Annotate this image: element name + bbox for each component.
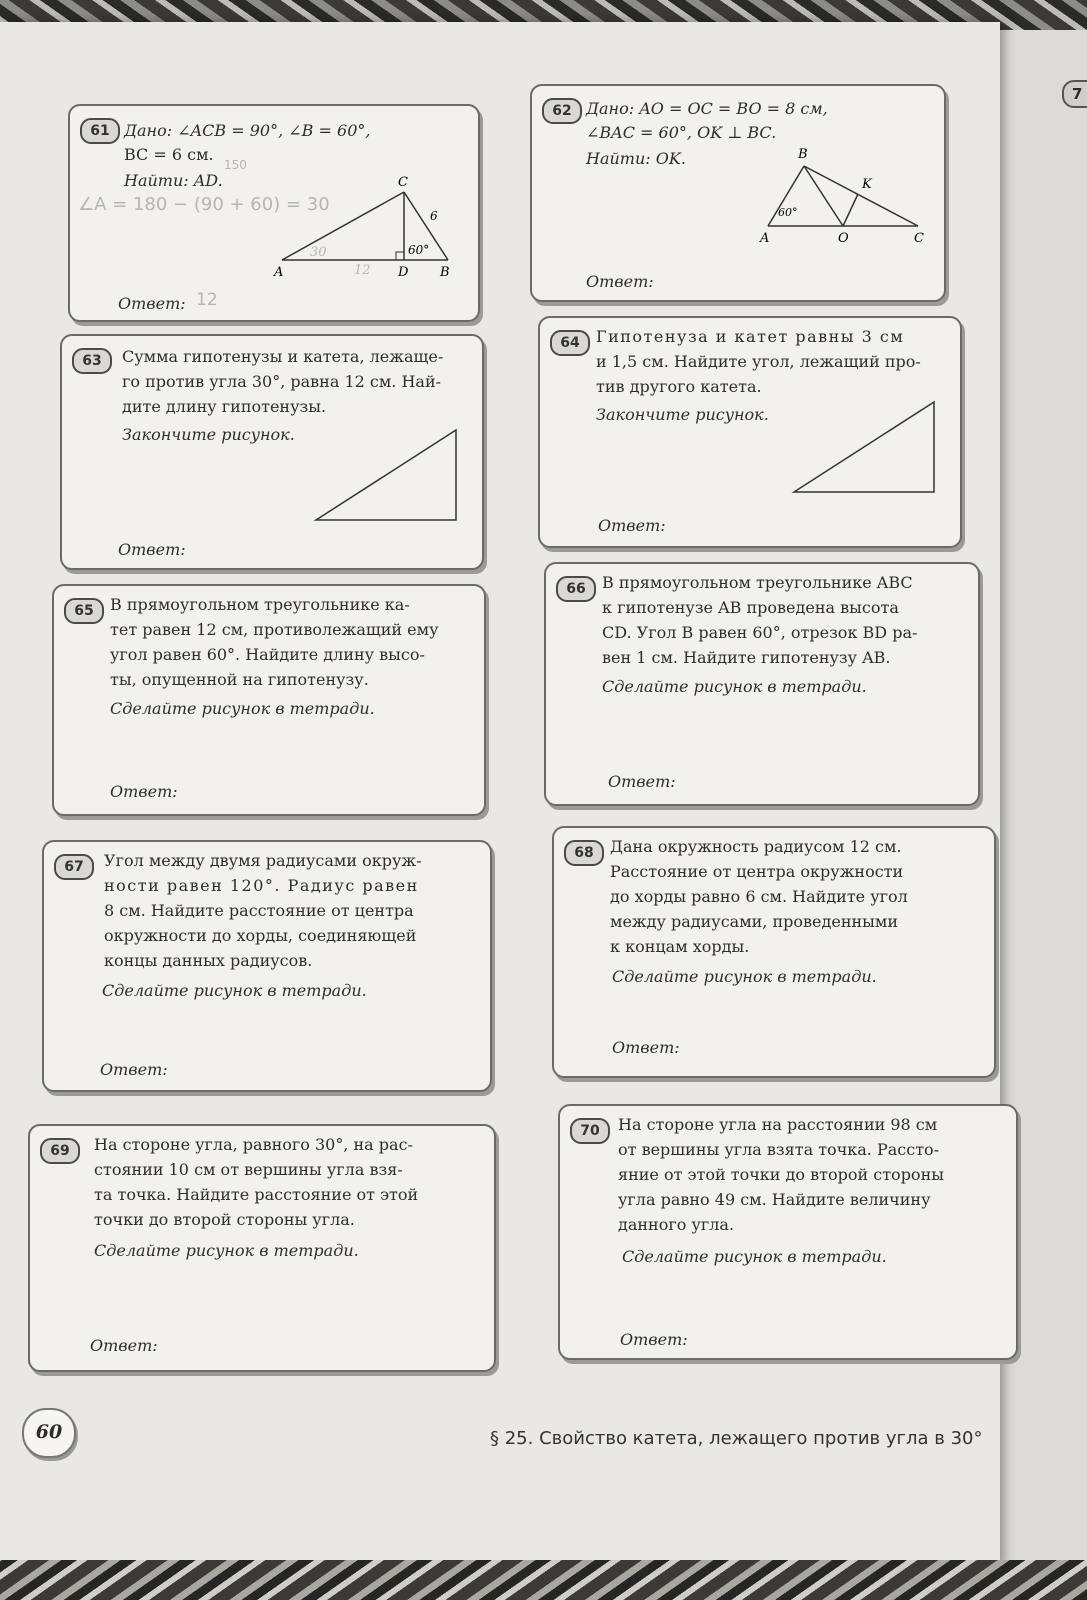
problem-line-2: ности равен 120°. Радиус равен [104,876,419,895]
vertex-b: B [440,265,450,280]
problem-task: Закончите рисунок. [596,405,769,424]
problem-given: Дано: ∠ACB = 90°, ∠B = 60°, [124,121,371,140]
problem-number: 62 [542,98,582,124]
problem-task: Сделайте рисунок в тетради. [612,967,877,986]
problem-70 [558,1104,1018,1360]
problem-line-1: На стороне угла, равного 30°, на рас- [94,1135,413,1154]
problem-given-2: ∠BAC = 60°, OK ⊥ BC. [586,123,777,142]
vertex-a: A [274,265,284,280]
problem-line-2: Расстояние от центра окружности [610,862,904,881]
problem-line-2: тет равен 12 см, противолежащий ему [110,620,439,639]
problem-67 [42,840,492,1092]
problem-line-4: окружности до хорды, соединяющей [104,926,417,945]
handwritten-side: 12 [354,263,371,278]
problem-line-2: го против угла 30°, равна 12 см. Най- [122,372,442,391]
problem-line-4: точки до второй стороны угла. [94,1210,355,1229]
handwritten-answer: 12 [196,290,218,310]
answer-label: Ответ: [608,772,676,791]
problem-65 [52,584,486,816]
problem-task: Закончите рисунок. [122,425,295,444]
problem-line-1: Гипотенуза и катет равны 3 см [596,327,905,346]
background-fabric-bottom [0,1560,1087,1600]
answer-label: Ответ: [90,1336,158,1355]
problem-line-5: к концам хорды. [610,937,750,956]
problem-line-3: CD. Угол B равен 60°, отрезок BD ра- [602,623,918,642]
problem-61 [68,104,480,322]
problem-task: Сделайте рисунок в тетради. [622,1247,887,1266]
vertex-a: A [760,231,770,246]
answer-label: Ответ: [100,1060,168,1079]
problem-66 [544,562,980,806]
problem-line-2: к гипотенузе AB проведена высота [602,598,899,617]
vertex-b: B [798,147,808,162]
problem-line-4: угла равно 49 см. Найдите величину [618,1190,931,1209]
vertex-k: K [862,177,872,192]
incomplete-triangle-63 [312,426,462,526]
angle-label: 60° [408,243,430,257]
vertex-c: C [398,175,408,190]
problem-find: Найти: AD. [124,171,223,190]
section-title: § 25. Свойство катета, лежащего против угла в 30° [490,1428,983,1449]
problem-line-3: дите длину гипотенузы. [122,397,327,416]
problem-number: 63 [72,348,112,374]
problem-number: 69 [40,1138,80,1164]
answer-label: Ответ: [612,1038,680,1057]
vertex-d: D [398,265,409,280]
problem-line-2: стоянии 10 см от вершины угла взя- [94,1160,403,1179]
angle-label: 60° [778,206,798,219]
problem-number: 65 [64,598,104,624]
problem-line-3: та точка. Найдите расстояние от этой [94,1185,419,1204]
problem-69 [28,1124,496,1372]
handwritten-formula: ∠A = 180 − (90 + 60) = 30 [78,194,330,215]
problem-line-1: В прямоугольном треугольнике ABC [602,573,913,592]
problem-64 [538,316,962,548]
handwritten-note: 150 [224,158,247,172]
problem-line-5: концы данных радиусов. [104,951,313,970]
problem-line-3: до хорды равно 6 см. Найдите угол [610,887,908,906]
problem-line-4: ты, опущенной на гипотенузу. [110,670,369,689]
problem-number: 68 [564,840,604,866]
problem-number: 61 [80,118,120,144]
answer-label: Ответ: [118,294,186,313]
problem-task: Сделайте рисунок в тетради. [102,981,367,1000]
problem-line-1: Дана окружность радиусом 12 см. [610,837,902,856]
problem-line-4: между радиусами, проведенными [610,912,898,931]
problem-line-1: На стороне угла на расстоянии 98 см [618,1115,938,1134]
vertex-c: C [914,231,924,246]
problem-68 [552,826,996,1078]
vertex-o: O [838,231,849,246]
problem-task: Сделайте рисунок в тетради. [94,1241,359,1260]
problem-63 [60,334,484,570]
side-label: 6 [430,209,438,223]
answer-label: Ответ: [586,272,654,291]
page-number: 60 [22,1408,76,1458]
problem-line-3: тив другого катета. [596,377,762,396]
problem-line-3: 8 см. Найдите расстояние от центра [104,901,414,920]
problem-line-5: данного угла. [618,1215,735,1234]
problem-line-2: от вершины угла взята точка. Рассто- [618,1140,940,1159]
problem-number: 64 [550,330,590,356]
problem-line-4: вен 1 см. Найдите гипотенузу AB. [602,648,891,667]
problem-number: 66 [556,576,596,602]
handwritten-angle: 30 [310,245,327,260]
problem-given: Дано: AO = OC = BO = 8 см, [586,99,828,118]
problem-line-1: В прямоугольном треугольнике ка- [110,595,410,614]
answer-label: Ответ: [620,1330,688,1349]
problem-line-3: яние от этой точки до второй стороны [618,1165,944,1184]
problem-line-3: угол равен 60°. Найдите длину высо- [110,645,425,664]
problem-number: 70 [570,1118,610,1144]
answer-label: Ответ: [110,782,178,801]
problem-given-2: BC = 6 см. [124,145,214,164]
next-page-badge: 7 [1062,80,1087,108]
problem-number: 67 [54,854,94,880]
triangle-figure-61 [270,172,470,282]
answer-label: Ответ: [598,516,666,535]
problem-find: Найти: OK. [586,149,686,168]
problem-62 [530,84,946,302]
problem-line-2: и 1,5 см. Найдите угол, лежащий про- [596,352,921,371]
problem-line-1: Сумма гипотенузы и катета, лежаще- [122,347,444,366]
problem-line-1: Угол между двумя радиусами окруж- [104,851,422,870]
answer-label: Ответ: [118,540,186,559]
problem-task: Сделайте рисунок в тетради. [602,677,867,696]
triangle-figure-62 [758,142,928,252]
problem-task: Сделайте рисунок в тетради. [110,699,375,718]
incomplete-triangle-64 [790,398,940,498]
